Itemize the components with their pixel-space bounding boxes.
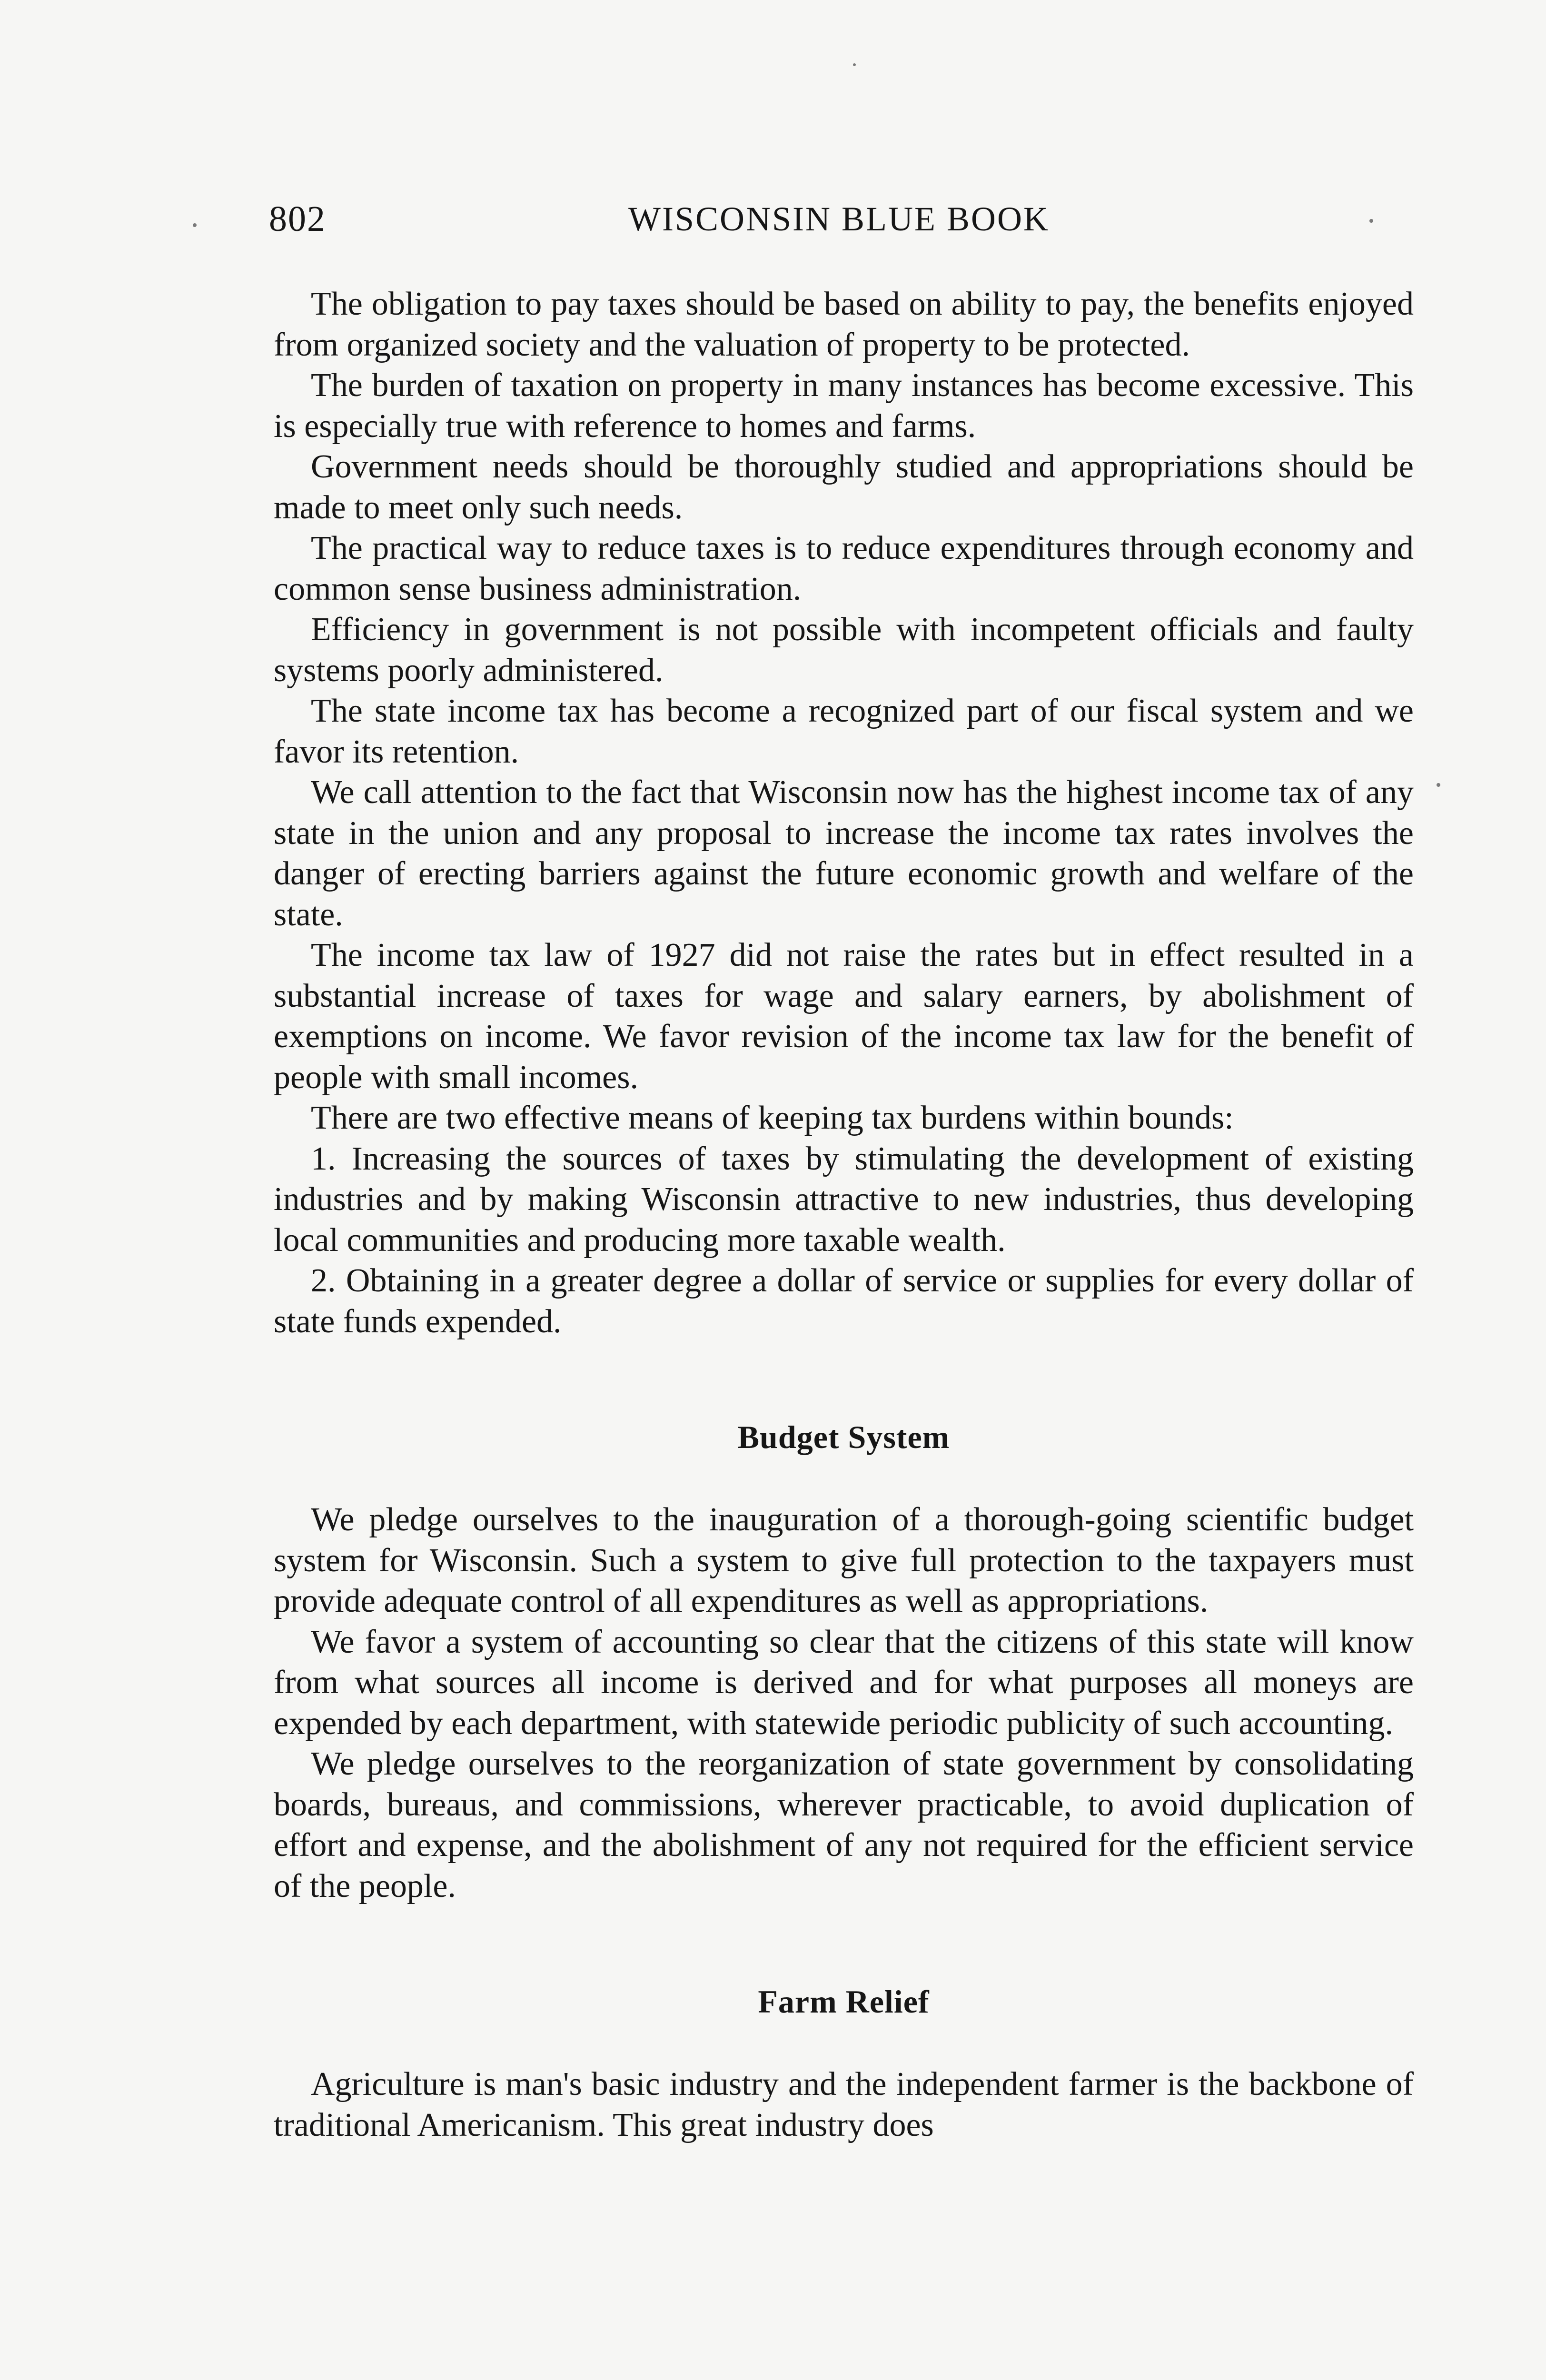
- paragraph: There are two effective means of keeping tax burdens within bounds:: [311, 1100, 1234, 1136]
- paper-speck: [193, 223, 197, 227]
- page-header: [269, 193, 1409, 245]
- page-body: [274, 284, 1414, 2145]
- paragraph: Efficiency in government is not possible with incompetent officials and faulty systems poorly administered.: [274, 611, 1414, 689]
- paragraph: We pledge ourselves to the inauguration of a thorough-going scientific budget system for Wisconsin. Such a system to give full protection to the taxpayers must provide adequate control of all expenditures as well as appropriations.: [274, 1501, 1414, 1619]
- section-title-farm-relief: Farm Relief: [758, 1983, 930, 2020]
- paragraph: 2. Obtaining in a greater degree a dollar of service or supplies for every dollar of state funds expended.: [274, 1262, 1414, 1340]
- paper-speck: [1369, 219, 1373, 223]
- paragraph: The obligation to pay taxes should be based on ability to pay, the benefits enjoyed from organized society and the valuation of property to be protected.: [274, 286, 1414, 363]
- section-title-budget-system: Budget System: [737, 1419, 950, 1455]
- paragraph: We pledge ourselves to the reorganization of state government by consolidating boards, bureaus, and commissions, wherever practicable, to avoid duplication of effort and expense, and the abolishment of any not required for the efficient service of the people.: [274, 1745, 1414, 1904]
- paragraph: Agriculture is man's basic industry and the independent farmer is the backbone of traditional Americanism. This great industry does: [274, 2066, 1414, 2143]
- paragraph: We favor a system of accounting so clear that the citizens of this state will know from what sources all income is derived and for what purposes all moneys are expended by each department, with statewide periodic publicity of such accounting.: [274, 1623, 1414, 1742]
- budget-system-section: [274, 1417, 1414, 1906]
- page-number: 802: [269, 199, 326, 239]
- paragraph: 1. Increasing the sources of taxes by stimulating the development of existing industries and by making Wisconsin attractive to new industries, thus developing local communities and producing more taxable wealth.: [274, 1140, 1414, 1259]
- paper-speck: [853, 63, 856, 66]
- taxation-section: [274, 284, 1414, 1342]
- paragraph: We call attention to the fact that Wisconsin now has the highest income tax of any state in the union and any proposal to increase the income tax rates involves the danger of erecting barriers against the future economic growth and welfare of the state.: [274, 774, 1414, 933]
- farm-relief-section: [274, 1982, 1414, 2145]
- running-head: WISCONSIN BLUE BOOK: [628, 200, 1050, 238]
- paragraph: Government needs should be thoroughly studied and appropriations should be made to meet only such needs.: [274, 448, 1414, 526]
- paper-speck: [1437, 783, 1440, 787]
- paragraph: The practical way to reduce taxes is to reduce expenditures through economy and common sense business administration.: [274, 530, 1414, 607]
- paragraph: The burden of taxation on property in many instances has become excessive. This is especially true with reference to homes and farms.: [274, 367, 1414, 445]
- paragraph: The income tax law of 1927 did not raise the rates but in effect resulted in a substantial increase of taxes for wage and salary earners, by abolishment of exemptions on income. We favor revision of the income tax law for the benefit of people with small incomes.: [274, 937, 1414, 1096]
- paragraph: The state income tax has become a recognized part of our fiscal system and we favor its retention.: [274, 693, 1414, 770]
